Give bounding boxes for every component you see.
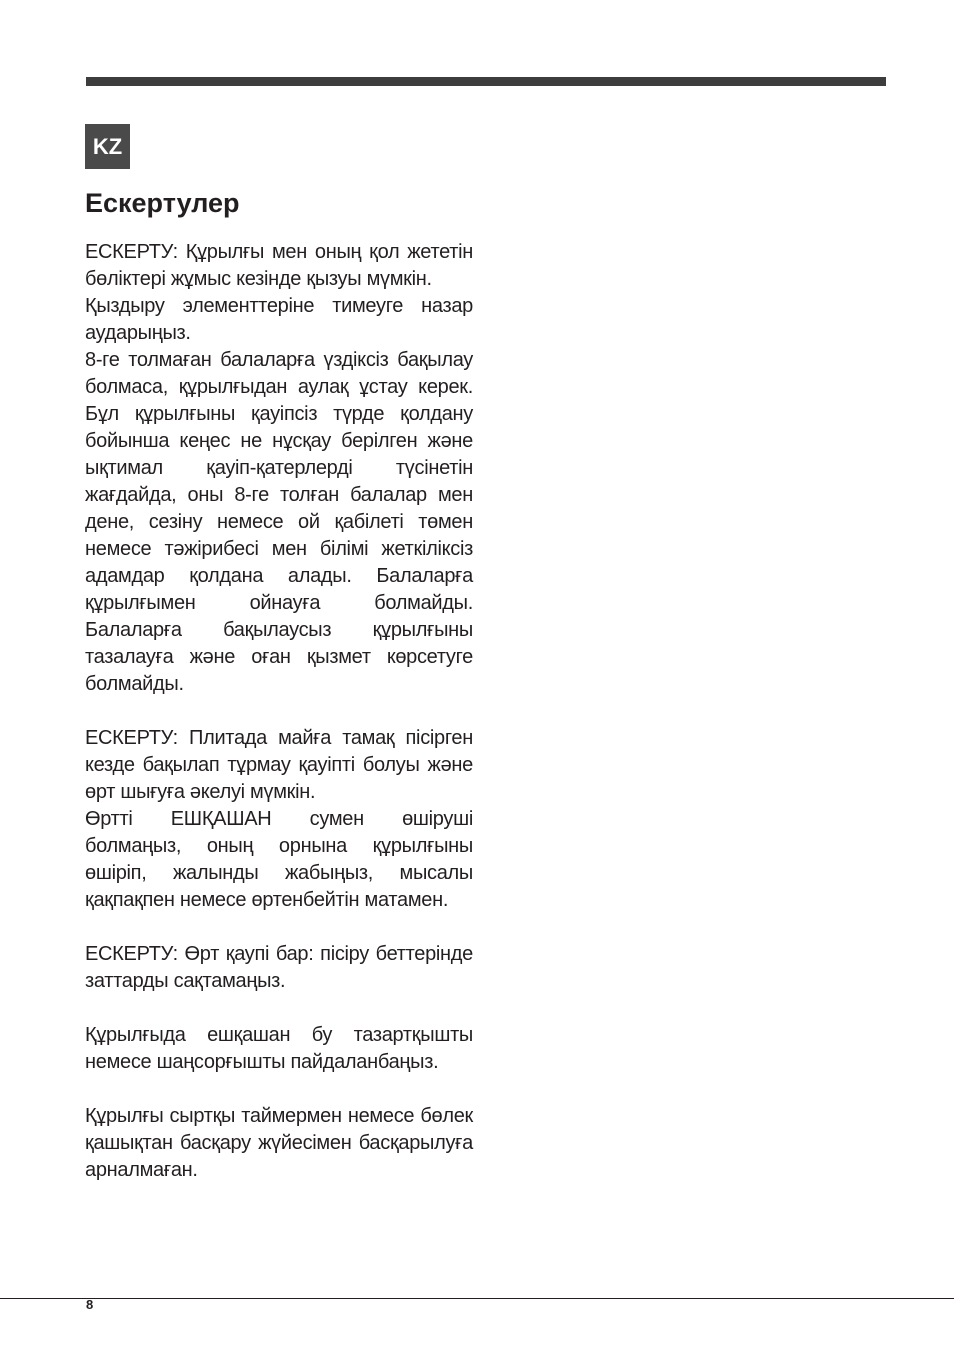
warning-paragraph: 8-ге толмаған балаларға үздіксіз бақылау болмаса, құрылғыдан аулақ ұстау керек. Бұл құрылғыны қауіпсіз түрде қолдану бойынша кеңес не нұсқау берілген және ықтимал қауіп-қатерлерді түсінетін жағдайда, оны 8-ге толған балалар мен дене, сезіну немесе ой қабілеті төмен немесе тәжірибесі мен білімі жеткіліксіз адамдар қолдана алады. Балаларға құрылғымен ойнауға болмайды. Балаларға бақылаусыз құрылғыны тазалауға және оған қызмет көрсетуге болмайды. <box>85 349 473 695</box>
warning-paragraph: ЕСКЕРТУ: Құрылғы мен оның қол жететін бөліктері жұмыс кезінде қызуы мүмкін. <box>85 241 473 290</box>
warning-section-timer <box>85 1103 473 1184</box>
warning-paragraph: Қыздыру элементтеріне тимеуге назар аударыңыз. <box>85 295 473 344</box>
footer-divider <box>0 1298 954 1299</box>
warning-paragraph: Құрылғыда ешқашан бу тазартқышты немесе шаңсорғышты пайдаланбаңыз. <box>85 1024 473 1073</box>
warning-paragraph: ЕСКЕРТУ: Өрт қаупі бар: пісіру беттерінде заттарды сақтамаңыз. <box>85 943 473 992</box>
warning-paragraph: Өртті ЕШҚАШАН сумен өшіруші болмаңыз, оның орнына құрылғыны өшіріп, жалынды жабыңыз, мысалы қақпақпен немесе өртенбейтін матамен. <box>85 808 473 911</box>
language-badge: KZ <box>85 124 130 169</box>
warning-paragraph: Құрылғы сыртқы таймермен немесе бөлек қашықтан басқару жүйесімен басқарылуға арналмаған. <box>85 1105 473 1181</box>
page-number: 8 <box>86 1297 94 1312</box>
warning-paragraph: ЕСКЕРТУ: Плитада майға тамақ пісірген кезде бақылап тұрмау қауіпті болуы және өрт шығуға әкелуі мүмкін. <box>85 727 473 803</box>
warning-section-hot-parts <box>85 239 473 698</box>
top-divider-bar <box>86 77 886 86</box>
warning-section-fire-storage <box>85 941 473 995</box>
warning-section-fire-fat <box>85 725 473 914</box>
page-title: Ескертулер <box>85 188 240 218</box>
warning-section-steam-cleaner <box>85 1022 473 1076</box>
warnings-column <box>85 239 473 1211</box>
